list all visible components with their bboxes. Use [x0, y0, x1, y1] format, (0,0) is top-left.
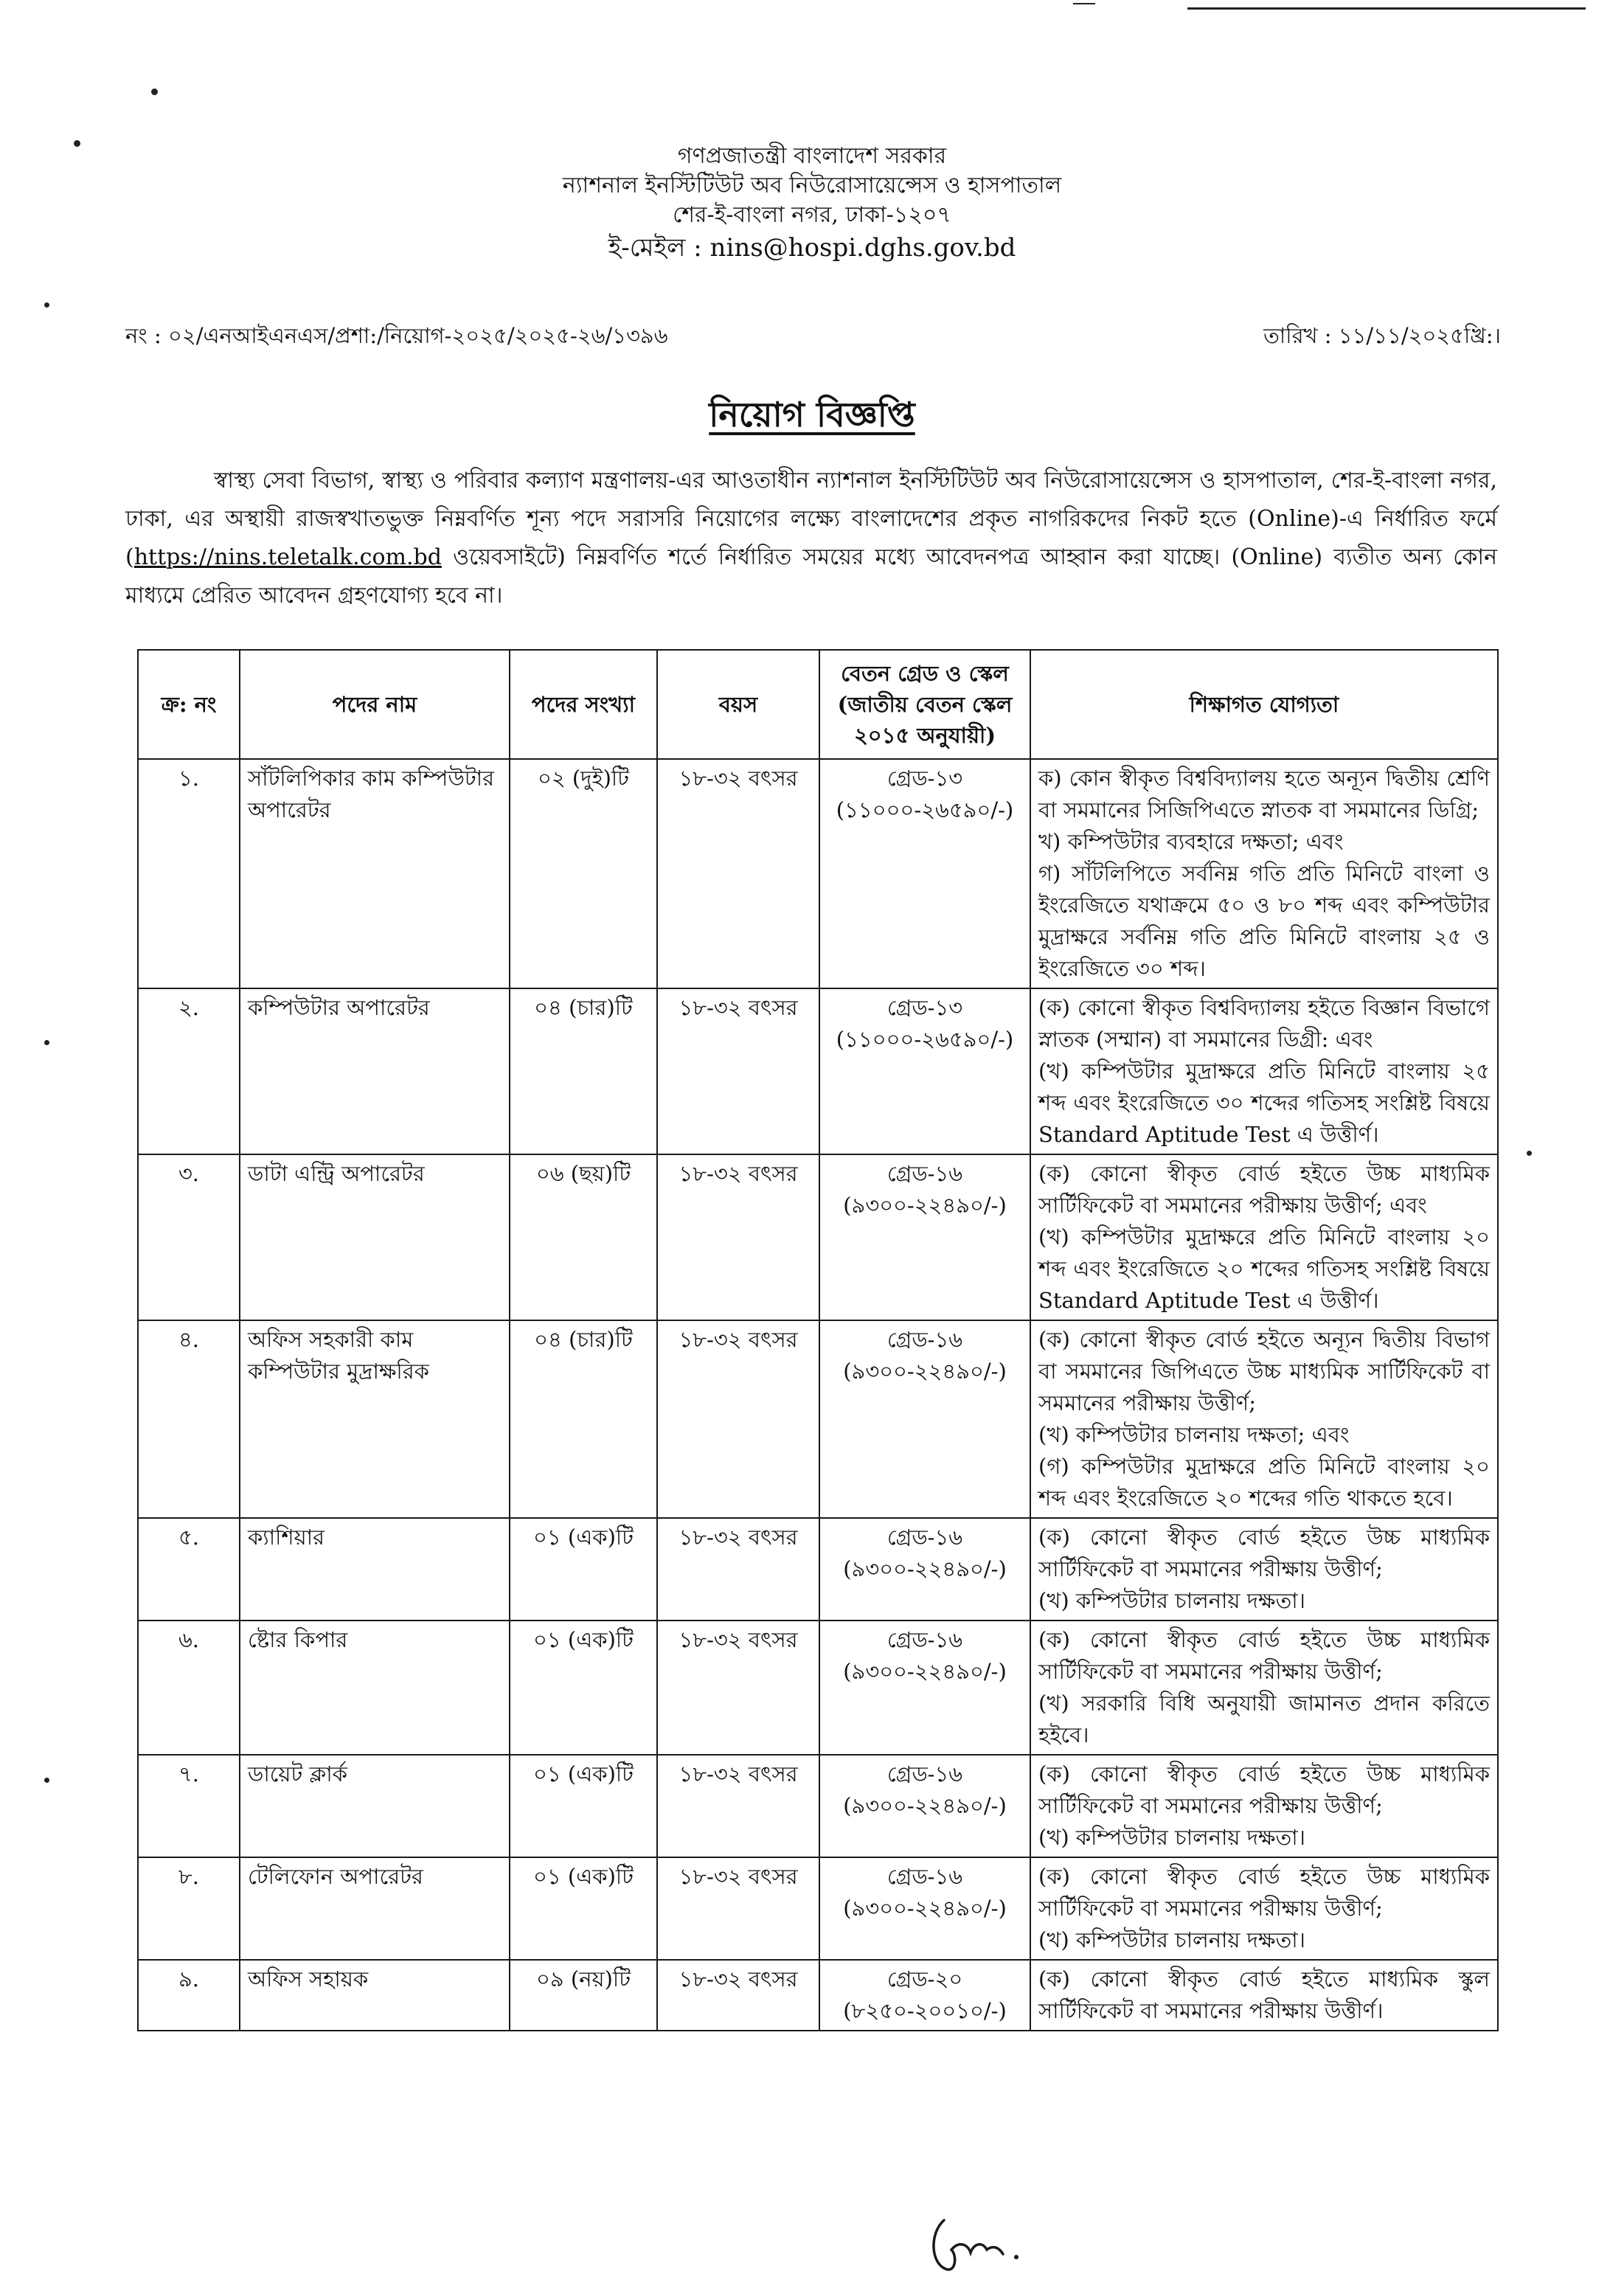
qualification-item: (গ) কম্পিউটার মুদ্রাক্ষরে প্রতি মিনিটে বাংলায় ২০ শব্দ এবং ইংরেজিতে ২০ শব্দের গতি থাকতে হবে।	[1038, 1454, 1490, 1511]
cell-pay-scale	[819, 1755, 1030, 1857]
header-pay-line1: বেতন গ্রেড ও স্কেল	[841, 661, 1009, 686]
scan-speck	[44, 302, 49, 308]
header-post-name: পদের নাম	[240, 650, 510, 759]
pay-grade: গ্রেড-২০	[886, 1966, 963, 1992]
cell-post-count: ০৪ (চার)টি	[510, 988, 657, 1154]
pay-grade: গ্রেড-১৬	[886, 1525, 963, 1550]
cell-age: ১৮-৩২ বৎসর	[657, 1518, 819, 1621]
cell-post-count: ০২ (দুই)টি	[510, 759, 657, 988]
cell-post-count: ০১ (এক)টি	[510, 1518, 657, 1621]
scan-edge-line	[1073, 3, 1095, 4]
qualification-item: (খ) কম্পিউটার চালনায় দক্ষতা।	[1038, 1825, 1306, 1850]
pay-scale-range: (১১০০০-২৬৫৯০/-)	[836, 1027, 1014, 1052]
qualification-item: (খ) কম্পিউটার চালনায় দক্ষতা।	[1038, 1588, 1306, 1613]
qualification-item: (ক) কোনো স্বীকৃত বোর্ড হইতে মাধ্যমিক স্কুল সার্টিফিকেট বা সমমানের পরীক্ষায় উত্তীর্ণ।	[1038, 1966, 1490, 2023]
cell-serial: ২.	[138, 988, 240, 1154]
cell-post-name: অফিস সহায়ক	[240, 1960, 510, 2031]
cell-serial: ৯.	[138, 1960, 240, 2031]
pay-grade: গ্রেড-১৬	[886, 1327, 963, 1352]
qualification-item: (ক) কোনো স্বীকৃত বিশ্ববিদ্যালয় হইতে বিজ্ঞান বিভাগে স্নাতক (সম্মান) বা সমমানের ডিগ্রী: এবং	[1038, 995, 1490, 1052]
cell-pay-scale	[819, 1857, 1030, 1960]
cell-age: ১৮-৩২ বৎসর	[657, 1960, 819, 2031]
pay-scale-range: (১১০০০-২৬৫৯০/-)	[836, 797, 1014, 822]
notice-date: তারিখ : ১১/১১/২০২৫খ্রি:।	[1263, 323, 1501, 348]
cell-pay-scale	[819, 1621, 1030, 1755]
cell-post-name: ডায়েট ক্লার্ক	[240, 1755, 510, 1857]
cell-qualification	[1030, 1518, 1498, 1621]
institute-address: শের-ই-বাংলা নগর, ঢাকা-১২০৭	[673, 202, 951, 228]
cell-post-name: টেলিফোন অপারেটর	[240, 1857, 510, 1960]
institute-name: ন্যাশনাল ইনস্টিটিউট অব নিউরোসায়েন্সেস ও হাসপাতাল	[562, 173, 1062, 198]
cell-post-name: অফিস সহকারী কাম কম্পিউটার মুদ্রাক্ষরিক	[240, 1320, 510, 1518]
intro-text-part2: ওয়েবসাইটে) নিম্নবর্ণিত শর্তে নির্ধারিত সময়ের মধ্যে আবেদনপত্র আহ্বান করা যাচ্ছে। (Online) ব্যতীত অন্য কোন মাধ্যমে প্রেরিত আবেদন গ্রহণযোগ্য হবে না।	[125, 544, 1497, 609]
qualification-item: (খ) কম্পিউটার মুদ্রাক্ষরে প্রতি মিনিটে বাংলায় ২০ শব্দ এবং ইংরেজিতে ২০ শব্দের গতিসহ সংশ্লিষ্ট বিষয়ে Standard Aptitude Test এ উত্তীর্ণ।	[1038, 1224, 1490, 1313]
cell-serial: ৪.	[138, 1320, 240, 1518]
cell-pay-scale	[819, 988, 1030, 1154]
pay-grade: গ্রেড-১৩	[886, 995, 963, 1020]
qualification-item: (খ) সরকারি বিধি অনুযায়ী জামানত প্রদান করিতে হইবে।	[1038, 1691, 1490, 1747]
cell-serial: ৮.	[138, 1857, 240, 1960]
vacancy-table	[137, 649, 1499, 2031]
cell-qualification	[1030, 1320, 1498, 1518]
qualification-item: ক) কোন স্বীকৃত বিশ্ববিদ্যালয় হতে অন্যূন দ্বিতীয় শ্রেণি বা সমমানের সিজিপিএতে স্নাতক বা সমমানের ডিগ্রি;	[1038, 766, 1490, 822]
cell-post-name: কম্পিউটার অপারেটর	[240, 988, 510, 1154]
cell-post-count: ০১ (এক)টি	[510, 1755, 657, 1857]
pay-grade: গ্রেড-১৬	[886, 1761, 963, 1786]
cell-age: ১৮-৩২ বৎসর	[657, 1857, 819, 1960]
header-serial: ক্র: নং	[138, 650, 240, 759]
pay-grade: গ্রেড-১৬	[886, 1864, 963, 1889]
cell-qualification	[1030, 1154, 1498, 1320]
cell-age: ১৮-৩২ বৎসর	[657, 1755, 819, 1857]
cell-post-count: ০৬ (ছয়)টি	[510, 1154, 657, 1320]
cell-qualification	[1030, 1755, 1498, 1857]
qualification-item: (ক) কোনো স্বীকৃত বোর্ড হইতে উচ্চ মাধ্যমিক সার্টিফিকেট বা সমমানের পরীক্ষায় উত্তীর্ণ;	[1038, 1525, 1490, 1581]
cell-serial: ৭.	[138, 1755, 240, 1857]
reference-row	[125, 319, 1501, 352]
pay-grade: গ্রেড-১৬	[886, 1161, 963, 1186]
table-row	[138, 1320, 1498, 1518]
cell-pay-scale	[819, 1960, 1030, 2031]
notice-title-text: নিয়োগ বিজ্ঞপ্তি	[709, 395, 915, 434]
intro-paragraph	[125, 462, 1497, 615]
cell-qualification	[1030, 1960, 1498, 2031]
cell-qualification	[1030, 988, 1498, 1154]
scan-speck	[1527, 1151, 1532, 1156]
header-qualification: শিক্ষাগত যোগ্যতা	[1030, 650, 1498, 759]
cell-pay-scale	[819, 1154, 1030, 1320]
cell-post-count: ০১ (এক)টি	[510, 1621, 657, 1755]
intro-text	[125, 462, 1497, 615]
header-pay-line3: ২০১৫ অনুযায়ী)	[853, 723, 996, 748]
qualification-item: (খ) কম্পিউটার চালনায় দক্ষতা।	[1038, 1927, 1306, 1952]
cell-post-count: ০৯ (নয়)টি	[510, 1960, 657, 2031]
qualification-item: খ) কম্পিউটার ব্যবহারে দক্ষতা; এবং	[1038, 829, 1344, 854]
cell-serial: ৫.	[138, 1518, 240, 1621]
pay-scale-range: (৯৩০০-২২৪৯০/-)	[843, 1193, 1007, 1218]
pay-scale-range: (৯৩০০-২২৪৯০/-)	[843, 1896, 1007, 1921]
application-website-link[interactable]: https://nins.teletalk.com.bd	[133, 544, 442, 570]
qualification-item: (ক) কোনো স্বীকৃত বোর্ড হইতে উচ্চ মাধ্যমিক সার্টিফিকেট বা সমমানের পরীক্ষায় উত্তীর্ণ; এবং	[1038, 1161, 1490, 1218]
qualification-item: (খ) কম্পিউটার মুদ্রাক্ষরে প্রতি মিনিটে বাংলায় ২৫ শব্দ এবং ইংরেজিতে ৩০ শব্দের গতিসহ সংশ্লিষ্ট বিষয়ে Standard Aptitude Test এ উত্তীর্ণ।	[1038, 1058, 1490, 1147]
qualification-item: (ক) কোনো স্বীকৃত বোর্ড হইতে উচ্চ মাধ্যমিক সার্টিফিকেট বা সমমানের পরীক্ষায় উত্তীর্ণ;	[1038, 1864, 1490, 1921]
cell-age: ১৮-৩২ বৎসর	[657, 1621, 819, 1755]
cell-age: ১৮-৩২ বৎসর	[657, 988, 819, 1154]
intro-text-part1: স্বাস্থ্য সেবা বিভাগ, স্বাস্থ্য ও পরিবার কল্যাণ মন্ত্রণালয়-এর আওতাধীন ন্যাশনাল ইনস্টিটিউট অব নিউরোসায়েন্সেস ও হাসপাতাল, শের-ই-বাংলা নগর, ঢাকা, এর অস্থায়ী রাজস্বখাতভুক্ত নিম্নবর্ণিত শূন্য পদে সরাসরি নিয়োগের লক্ষ্যে বাংলাদেশের প্রকৃত নাগরিকদের নিকট হতে (Online)-এ নির্ধারিত ফর্মে (	[125, 468, 1497, 570]
qualification-item: (ক) কোনো স্বীকৃত বোর্ড হইতে উচ্চ মাধ্যমিক সার্টিফিকেট বা সমমানের পরীক্ষায় উত্তীর্ণ;	[1038, 1627, 1490, 1684]
table-row	[138, 1518, 1498, 1621]
cell-post-name: ষ্টোর কিপার	[240, 1621, 510, 1755]
cell-serial: ৩.	[138, 1154, 240, 1320]
notice-title	[0, 389, 1624, 446]
cell-serial: ৬.	[138, 1621, 240, 1755]
cell-serial: ১.	[138, 759, 240, 988]
pay-grade: গ্রেড-১৩	[886, 766, 963, 791]
table-row	[138, 988, 1498, 1154]
letterhead	[0, 142, 1624, 266]
header-post-count: পদের সংখ্যা	[510, 650, 657, 759]
cell-post-name: সাঁটলিপিকার কাম কম্পিউটার অপারেটর	[240, 759, 510, 988]
table-row	[138, 1960, 1498, 2031]
header-pay-scale	[819, 650, 1030, 759]
table-row	[138, 1621, 1498, 1755]
cell-age: ১৮-৩২ বৎসর	[657, 759, 819, 988]
header-pay-line2: (জাতীয় বেতন স্কেল	[837, 692, 1013, 717]
cell-post-name: ডাটা এন্ট্রি অপারেটর	[240, 1154, 510, 1320]
scan-speck	[151, 89, 158, 95]
pay-scale-range: (৯৩০০-২২৪৯০/-)	[843, 1659, 1007, 1684]
scan-edge-line	[1187, 7, 1586, 10]
table-row	[138, 1154, 1498, 1320]
table-row	[138, 759, 1498, 988]
header-age: বয়স	[657, 650, 819, 759]
cell-qualification	[1030, 1857, 1498, 1960]
institute-email: ই-মেইল : nins@hospi.dghs.gov.bd	[608, 233, 1016, 263]
qualification-item: (ক) কোনো স্বীকৃত বোর্ড হইতে অন্যূন দ্বিতীয় বিভাগ বা সমমানের জিপিএতে উচ্চ মাধ্যমিক সার্টিফিকেট বা সমমানের পরীক্ষায় উত্তীর্ণ;	[1038, 1327, 1490, 1415]
table-row	[138, 1857, 1498, 1960]
cell-qualification	[1030, 1621, 1498, 1755]
pay-grade: গ্রেড-১৬	[886, 1627, 963, 1652]
scan-speck	[44, 1778, 49, 1783]
memo-number: নং : ০২/এনআইএনএস/প্রশা:/নিয়োগ-২০২৫/২০২৫-২৬/১৩৯৬	[125, 323, 668, 348]
pay-scale-range: (৮২৫০-২০০১০/-)	[843, 1998, 1007, 2023]
table-row	[138, 1755, 1498, 1857]
government-name: গণপ্রজাতন্ত্রী বাংলাদেশ সরকার	[677, 143, 947, 169]
pay-scale-range: (৯৩০০-২২৪৯০/-)	[843, 1793, 1007, 1818]
scan-speck	[44, 1040, 49, 1045]
cell-pay-scale	[819, 759, 1030, 988]
cell-post-count: ০১ (এক)টি	[510, 1857, 657, 1960]
cell-age: ১৮-৩২ বৎসর	[657, 1154, 819, 1320]
pay-scale-range: (৯৩০০-২২৪৯০/-)	[843, 1359, 1007, 1384]
cell-age: ১৮-৩২ বৎসর	[657, 1320, 819, 1518]
qualification-item: গ) সাঁটলিপিতে সর্বনিম্ন গতি প্রতি মিনিটে বাংলা ও ইংরেজিতে যথাক্রমে ৫০ ও ৮০ শব্দ এবং কম্পিউটার মুদ্রাক্ষরে সর্বনিম্ন গতি প্রতি মিনিটে বাংলায় ২৫ ও ইংরেজিতে ৩০ শব্দ।	[1038, 861, 1490, 981]
cell-post-count: ০৪ (চার)টি	[510, 1320, 657, 1518]
cell-pay-scale	[819, 1320, 1030, 1518]
table-header-row	[138, 650, 1498, 759]
pay-scale-range: (৯৩০০-২২৪৯০/-)	[843, 1556, 1007, 1581]
qualification-item: (খ) কম্পিউটার চালনায় দক্ষতা; এবং	[1038, 1422, 1350, 1447]
cell-qualification	[1030, 759, 1498, 988]
signature-initials	[922, 2211, 1033, 2278]
cell-pay-scale	[819, 1518, 1030, 1621]
qualification-item: (ক) কোনো স্বীকৃত বোর্ড হইতে উচ্চ মাধ্যমিক সার্টিফিকেট বা সমমানের পরীক্ষায় উত্তীর্ণ;	[1038, 1761, 1490, 1818]
cell-post-name: ক্যাশিয়ার	[240, 1518, 510, 1621]
